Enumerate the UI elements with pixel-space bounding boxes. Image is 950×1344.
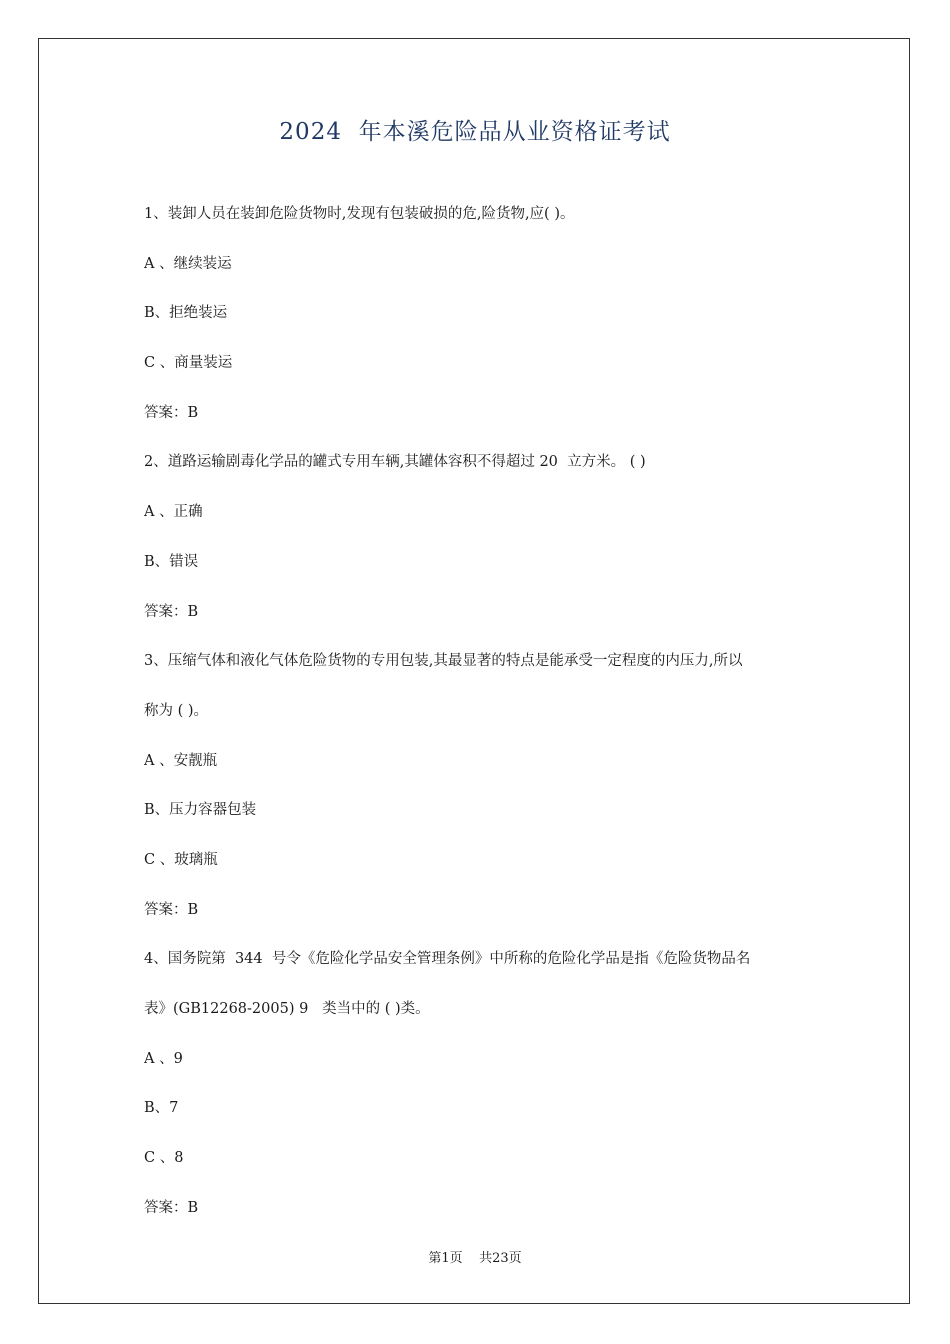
question-4-text-line-1: 4、国务院第 344 号令《危险化学品安全管理条例》中所称的危险化学品是指《危险货物品名	[144, 951, 751, 968]
question-3-option-a: A 、安靓瓶	[144, 752, 218, 769]
question-1-option-a: A 、继续装运	[144, 255, 232, 272]
question-2-answer: 答案：B	[144, 603, 199, 620]
question-2-option-b: B、错误	[144, 553, 199, 570]
question-3-option-c: C 、玻璃瓶	[144, 851, 218, 868]
question-3-text-line-2: 称为 ( )。	[144, 702, 209, 719]
question-3-text-line-1: 3、压缩气体和液化气体危险货物的专用包装,其最显著的特点是能承受一定程度的内压力,所以	[144, 653, 743, 670]
page-footer: 第1页 共23页	[428, 1251, 522, 1266]
question-4-option-a: A 、9	[144, 1050, 183, 1067]
question-1-text: 1、装卸人员在装卸危险货物时,发现有包装破损的危,险货物,应( )。	[144, 206, 575, 222]
question-1-option-c: C 、商量装运	[144, 355, 233, 372]
question-2-text: 2、道路运输剧毒化学品的罐式专用车辆,其罐体容积不得超过 20 立方米。 ( )	[144, 454, 646, 471]
question-4-text-line-2: 表》(GB12268-2005) 9 类当中的 ( )类。	[144, 1001, 430, 1017]
question-4-option-b: B、7	[144, 1100, 179, 1117]
question-1-option-b: B、拒绝装运	[144, 305, 228, 322]
question-4-answer: 答案：B	[144, 1199, 199, 1216]
question-2-option-a: A 、正确	[144, 504, 203, 521]
document-title: 2024 年本溪危险品从业资格证考试	[279, 119, 671, 145]
question-3-answer: 答案：B	[144, 901, 199, 918]
question-1-answer: 答案：B	[144, 404, 199, 421]
document-body	[144, 199, 816, 1242]
question-3-option-b: B、压力容器包装	[144, 802, 257, 819]
question-4-option-c: C 、8	[144, 1150, 184, 1167]
